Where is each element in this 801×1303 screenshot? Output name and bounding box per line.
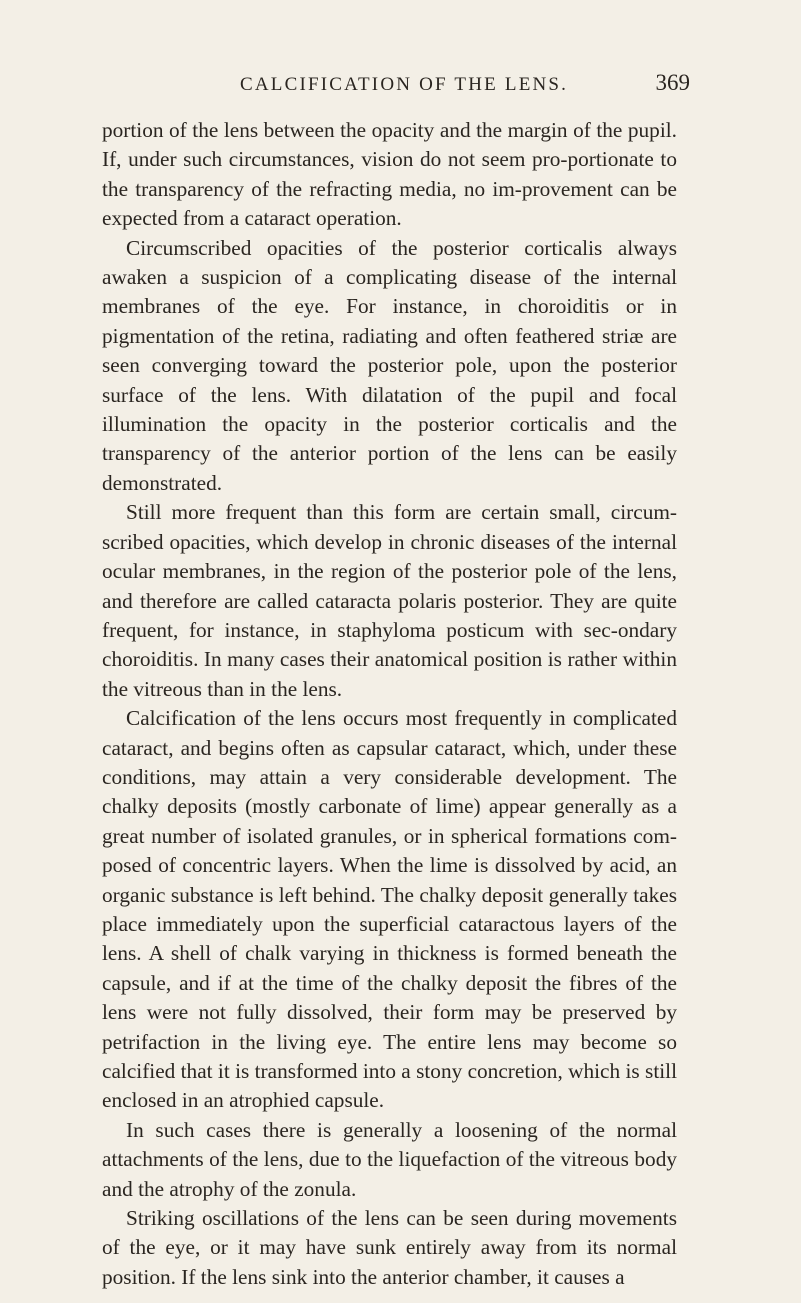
page-number: 369 [655, 70, 690, 95]
paragraph-6: Striking oscillations of the lens can be seen during movements of the eye, or it may have sunk entirely away from its normal position. If the lens sink into the anterior chamber, it causes a [102, 1206, 677, 1289]
body-text [102, 116, 677, 1292]
paragraph-4: Calcification of the lens occurs most frequently in complicated cataract, and begins often as capsular cataract, which, under these conditions, may attain a very considerable development. The chalky deposits (mostly carbonate of lime) appear generally as a great number of isolated granules, or in spherical formations com-posed of concentric layers. When the lime is dissolved by acid, an organic substance is left behind. The chalky deposit generally takes place immediately upon the superficial cataractous layers of the lens. A shell of chalk varying in thickness is formed beneath the capsule, and if at the time of the chalky deposit the fibres of the lens were not fully dissolved, their form may be preserved by petrifaction in the living eye. The entire lens may become so calcified that it is transformed into a stony concretion, which is still enclosed in an atrophied capsule. [102, 706, 677, 1113]
page-header [0, 70, 801, 104]
paragraph-2: Circumscribed opacities of the posterior corticalis always awaken a suspicion of a complicating disease of the internal membranes of the eye. For instance, in choroiditis or in pigmentation of the retina, radiating and often feathered striæ are seen converging toward the posterior pole, upon the posterior surface of the lens. With dilatation of the pupil and focal illumination the opacity in the posterior corticalis and the transparency of the anterior portion of the lens can be easily demonstrated. [102, 235, 677, 495]
paragraph-5: In such cases there is generally a loosening of the normal attachments of the lens, due to the liquefaction of the vitreous body and the atrophy of the zonula. [102, 1117, 677, 1201]
running-head: CALCIFICATION OF THE LENS. [240, 74, 569, 95]
paragraph-3: Still more frequent than this form are certain small, circum-scribed opacities, which develop in chronic diseases of the internal ocular membranes, in the region of the posterior pole of the lens, and therefore are called cataracta polaris posterior. They are quite frequent, for instance, in staphyloma posticum with sec-ondary choroiditis. In many cases their anatomical position is rather within the vitreous than in the lens. [102, 500, 677, 701]
paragraph-1: portion of the lens between the opacity and the margin of the pupil. If, under such circumstances, vision do not seem pro-portionate to the transparency of the refracting media, no im-provement can be expected from a cataract operation. [102, 118, 677, 231]
